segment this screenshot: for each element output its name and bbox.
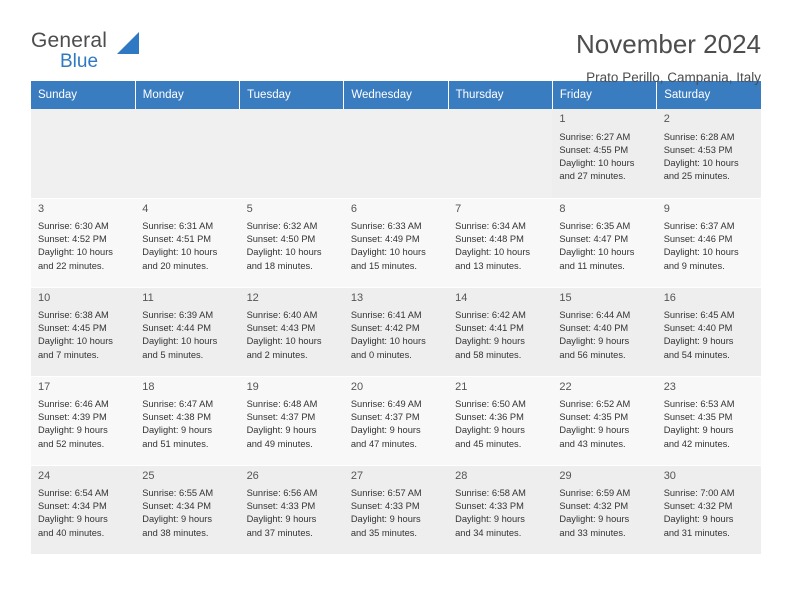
day-detail-line: and 38 minutes. (142, 527, 209, 538)
day-detail-line: Daylight: 10 hours (350, 247, 426, 258)
calendar-week-row (31, 376, 761, 465)
day-detail-line: Sunset: 4:36 PM (455, 412, 524, 423)
day-detail-line: and 18 minutes. (246, 260, 313, 271)
calendar-day-cell[interactable] (344, 465, 448, 554)
day-detail-line: Sunset: 4:46 PM (663, 234, 733, 245)
day-detail-line: and 5 minutes. (142, 349, 204, 360)
calendar-day-cell[interactable] (657, 287, 761, 376)
day-detail-line: and 31 minutes. (663, 527, 730, 538)
day-detail-line: Daylight: 10 hours (246, 247, 322, 258)
day-detail-line: Daylight: 9 hours (142, 514, 213, 525)
page-header (31, 0, 761, 85)
day-detail-line: Sunrise: 6:44 AM (559, 310, 631, 321)
page-title: November 2024 (576, 29, 761, 59)
day-detail-line: Sunrise: 6:31 AM (142, 221, 214, 232)
day-number: 12 (246, 291, 259, 304)
day-detail-line: Sunset: 4:38 PM (142, 412, 212, 423)
logo-text-blue: Blue (60, 51, 99, 72)
calendar-header-row (31, 81, 761, 109)
weekday-header-tuesday: Tuesday (240, 81, 344, 109)
day-detail-line: and 52 minutes. (38, 438, 105, 449)
day-detail-line: Sunrise: 6:28 AM (663, 131, 735, 142)
day-detail-line: and 42 minutes. (663, 438, 730, 449)
day-detail-line: Sunset: 4:34 PM (38, 501, 107, 512)
calendar-day-cell[interactable] (240, 198, 344, 287)
day-detail-line: and 35 minutes. (350, 527, 417, 538)
calendar-day-cell[interactable] (448, 465, 552, 554)
day-detail-line: Sunset: 4:53 PM (663, 144, 733, 155)
day-detail-line: Sunset: 4:37 PM (350, 412, 420, 423)
day-detail-line: Daylight: 10 hours (350, 336, 426, 347)
day-detail-line: Daylight: 10 hours (663, 157, 739, 168)
day-detail-line: and 22 minutes. (38, 260, 105, 271)
day-detail-line: and 27 minutes. (559, 171, 626, 182)
day-detail-line: Sunset: 4:37 PM (246, 412, 316, 423)
day-detail-line: Daylight: 10 hours (38, 247, 113, 258)
day-detail-line: Sunset: 4:32 PM (559, 501, 629, 512)
calendar-week-row (31, 465, 761, 554)
day-detail-line: and 2 minutes. (246, 349, 308, 360)
calendar-day-cell[interactable] (657, 198, 761, 287)
calendar-day-cell[interactable] (31, 198, 135, 287)
calendar-day-cell[interactable] (552, 465, 656, 554)
calendar-day-cell[interactable] (344, 198, 448, 287)
calendar-day-cell[interactable] (552, 198, 656, 287)
day-number: 24 (38, 469, 51, 482)
day-detail-line: Sunset: 4:33 PM (350, 501, 420, 512)
calendar-day-cell[interactable] (657, 376, 761, 465)
day-detail-line: Sunrise: 6:54 AM (38, 488, 109, 499)
day-detail-line: Sunrise: 6:45 AM (663, 310, 735, 321)
day-detail-line: Daylight: 9 hours (559, 336, 630, 347)
day-detail-line: Sunrise: 6:47 AM (142, 399, 214, 410)
day-detail-line: and 34 minutes. (455, 527, 522, 538)
calendar-day-cell[interactable] (240, 287, 344, 376)
calendar-week-row (31, 198, 761, 287)
day-detail-line: and 47 minutes. (350, 438, 417, 449)
day-detail-line: Daylight: 9 hours (38, 514, 108, 525)
day-number: 6 (350, 202, 357, 215)
day-detail-line: Daylight: 9 hours (142, 425, 213, 436)
day-detail-line: Sunrise: 6:33 AM (350, 221, 422, 232)
calendar-day-cell[interactable] (657, 465, 761, 554)
day-detail-line: Sunrise: 6:59 AM (559, 488, 631, 499)
day-detail-line: and 0 minutes. (350, 349, 412, 360)
day-detail-line: and 13 minutes. (455, 260, 522, 271)
day-detail-line: Sunrise: 6:40 AM (246, 310, 318, 321)
calendar-day-cell[interactable] (135, 376, 239, 465)
day-number: 19 (246, 380, 259, 393)
day-number: 1 (559, 113, 566, 125)
day-detail-line: Daylight: 10 hours (142, 247, 218, 258)
day-number: 28 (455, 469, 468, 482)
day-detail-line: Sunset: 4:33 PM (246, 501, 316, 512)
day-detail-line: Daylight: 9 hours (350, 425, 421, 436)
day-detail-line: Sunset: 4:42 PM (350, 323, 420, 334)
day-detail-line: Daylight: 10 hours (38, 336, 113, 347)
day-detail-line: Daylight: 10 hours (455, 247, 531, 258)
calendar-day-cell[interactable] (31, 376, 135, 465)
day-detail-line: and 11 minutes. (559, 260, 625, 271)
day-detail-line: and 40 minutes. (38, 527, 105, 538)
calendar-cell-empty (240, 109, 344, 198)
day-detail-line: Daylight: 10 hours (663, 247, 739, 258)
day-number: 22 (559, 380, 572, 393)
day-detail-line: Sunrise: 6:52 AM (559, 399, 631, 410)
day-detail-line: Sunset: 4:49 PM (350, 234, 420, 245)
day-detail-line: Sunrise: 6:58 AM (455, 488, 526, 499)
day-number: 14 (455, 291, 468, 304)
day-number: 11 (142, 291, 154, 304)
weekday-header-saturday: Saturday (657, 81, 761, 109)
day-detail-line: Daylight: 10 hours (246, 336, 322, 347)
triangle-mark-icon (117, 32, 139, 54)
calendar-cell-empty (31, 109, 135, 198)
day-detail-line: Sunrise: 6:49 AM (350, 399, 422, 410)
day-detail-line: Daylight: 9 hours (455, 425, 525, 436)
weekday-header-monday: Monday (135, 81, 239, 109)
calendar-table (31, 81, 761, 555)
day-detail-line: Sunrise: 6:53 AM (663, 399, 735, 410)
day-detail-line: Daylight: 10 hours (559, 247, 635, 258)
weekday-header-friday: Friday (552, 81, 656, 109)
weekday-header-sunday: Sunday (31, 81, 135, 109)
day-detail-line: Sunset: 4:34 PM (142, 501, 212, 512)
day-number: 5 (246, 202, 253, 215)
day-detail-line: Sunset: 4:35 PM (559, 412, 629, 423)
day-detail-line: Sunrise: 6:57 AM (350, 488, 422, 499)
day-detail-line: Sunset: 4:33 PM (455, 501, 524, 512)
day-detail-line: Sunset: 4:40 PM (663, 323, 733, 334)
day-detail-line: Sunrise: 6:46 AM (38, 399, 109, 410)
day-detail-line: and 54 minutes. (663, 349, 730, 360)
day-number: 17 (38, 380, 51, 393)
day-detail-line: Sunset: 4:47 PM (559, 234, 629, 245)
day-number: 25 (142, 469, 155, 482)
day-detail-line: Sunrise: 6:55 AM (142, 488, 214, 499)
day-detail-line: Sunrise: 6:38 AM (38, 310, 109, 321)
day-number: 27 (350, 469, 364, 482)
logo-text-general: General (31, 29, 108, 52)
day-detail-line: Sunset: 4:43 PM (246, 323, 316, 334)
day-number: 29 (559, 469, 572, 482)
day-detail-line: Daylight: 10 hours (142, 336, 218, 347)
day-number: 3 (38, 202, 45, 215)
day-detail-line: Sunset: 4:32 PM (663, 501, 733, 512)
day-detail-line: and 9 minutes. (663, 260, 725, 271)
day-detail-line: Sunset: 4:40 PM (559, 323, 629, 334)
general-blue-logo (31, 30, 151, 78)
day-detail-line: Daylight: 9 hours (246, 425, 317, 436)
day-detail-line: Daylight: 9 hours (663, 514, 734, 525)
day-detail-line: Sunrise: 6:32 AM (246, 221, 318, 232)
day-detail-line: and 20 minutes. (142, 260, 209, 271)
day-detail-line: Daylight: 9 hours (559, 514, 630, 525)
day-number: 20 (350, 380, 364, 393)
day-number: 23 (663, 380, 676, 393)
day-detail-line: Daylight: 9 hours (663, 336, 734, 347)
day-detail-line: Sunrise: 6:35 AM (559, 221, 631, 232)
day-detail-line: and 7 minutes. (38, 349, 99, 360)
calendar-cell-empty (344, 109, 448, 198)
calendar-day-cell[interactable] (240, 465, 344, 554)
day-detail-line: Sunset: 4:41 PM (455, 323, 524, 334)
day-detail-line: Sunset: 4:39 PM (38, 412, 107, 423)
day-detail-line: Sunrise: 6:41 AM (350, 310, 422, 321)
calendar-day-cell[interactable] (344, 287, 448, 376)
day-detail-line: Sunset: 4:55 PM (559, 144, 629, 155)
calendar-day-cell[interactable] (31, 287, 135, 376)
day-detail-line: and 33 minutes. (559, 527, 626, 538)
calendar-day-cell[interactable] (344, 376, 448, 465)
calendar-week-row (31, 109, 761, 198)
day-detail-line: Daylight: 9 hours (455, 336, 525, 347)
day-number: 21 (455, 380, 468, 393)
day-detail-line: Sunrise: 6:50 AM (455, 399, 526, 410)
day-detail-line: and 43 minutes. (559, 438, 626, 449)
day-number: 7 (455, 202, 462, 215)
day-detail-line: and 49 minutes. (246, 438, 313, 449)
day-detail-line: and 45 minutes. (455, 438, 522, 449)
day-detail-line: Sunset: 4:45 PM (38, 323, 107, 334)
day-number: 26 (246, 469, 259, 482)
calendar-day-cell[interactable] (448, 198, 552, 287)
day-number: 9 (663, 202, 670, 215)
day-detail-line: Sunrise: 6:39 AM (142, 310, 214, 321)
weekday-header-wednesday: Wednesday (344, 81, 448, 109)
day-number: 18 (142, 380, 155, 393)
day-detail-line: and 58 minutes. (455, 349, 522, 360)
day-detail-line: Daylight: 9 hours (38, 425, 108, 436)
day-detail-line: Sunrise: 6:30 AM (38, 221, 109, 232)
day-detail-line: Sunrise: 6:37 AM (663, 221, 735, 232)
weekday-header-thursday: Thursday (448, 81, 552, 109)
day-detail-line: and 56 minutes. (559, 349, 626, 360)
day-detail-line: Sunset: 4:35 PM (663, 412, 733, 423)
day-number: 13 (350, 291, 364, 304)
day-detail-line: and 15 minutes. (350, 260, 417, 271)
day-number: 4 (142, 202, 149, 215)
day-detail-line: and 51 minutes. (142, 438, 209, 449)
day-number: 30 (663, 469, 676, 482)
calendar-day-cell[interactable] (31, 465, 135, 554)
day-number: 8 (559, 202, 566, 215)
calendar-body (31, 109, 761, 554)
day-number: 10 (38, 291, 51, 304)
calendar-cell-empty (135, 109, 239, 198)
day-detail-line: Daylight: 9 hours (246, 514, 317, 525)
calendar-day-cell[interactable] (657, 109, 761, 198)
day-detail-line: Sunrise: 6:48 AM (246, 399, 318, 410)
calendar-day-cell[interactable] (552, 109, 656, 198)
calendar-day-cell[interactable] (135, 465, 239, 554)
day-number: 2 (663, 113, 670, 125)
calendar-day-cell[interactable] (135, 198, 239, 287)
day-detail-line: Sunrise: 7:00 AM (663, 488, 735, 499)
day-detail-line: Sunrise: 6:27 AM (559, 131, 631, 142)
calendar-day-cell[interactable] (135, 287, 239, 376)
calendar-day-cell[interactable] (240, 376, 344, 465)
day-detail-line: Sunrise: 6:56 AM (246, 488, 318, 499)
day-detail-line: Sunset: 4:44 PM (142, 323, 212, 334)
page-subtitle-location: Prato Perillo, Campania, Italy (586, 69, 761, 85)
day-detail-line: Daylight: 9 hours (350, 514, 421, 525)
day-number: 16 (663, 291, 676, 304)
calendar-week-row (31, 287, 761, 376)
day-detail-line: Sunset: 4:48 PM (455, 234, 524, 245)
day-detail-line: and 25 minutes. (663, 171, 730, 182)
day-detail-line: Daylight: 9 hours (663, 425, 734, 436)
calendar-day-cell[interactable] (448, 376, 552, 465)
day-number: 15 (559, 291, 572, 304)
day-detail-line: Daylight: 9 hours (455, 514, 525, 525)
calendar-day-cell[interactable] (552, 287, 656, 376)
day-detail-line: Sunset: 4:51 PM (142, 234, 212, 245)
day-detail-line: and 37 minutes. (246, 527, 313, 538)
day-detail-line: Sunset: 4:50 PM (246, 234, 316, 245)
calendar-cell-empty (448, 109, 552, 198)
title-block (576, 30, 761, 85)
day-detail-line: Sunset: 4:52 PM (38, 234, 107, 245)
day-detail-line: Daylight: 9 hours (559, 425, 630, 436)
day-detail-line: Sunrise: 6:42 AM (455, 310, 526, 321)
day-detail-line: Sunrise: 6:34 AM (455, 221, 526, 232)
day-detail-line: Daylight: 10 hours (559, 157, 635, 168)
calendar-day-cell[interactable] (552, 376, 656, 465)
calendar-day-cell[interactable] (448, 287, 552, 376)
